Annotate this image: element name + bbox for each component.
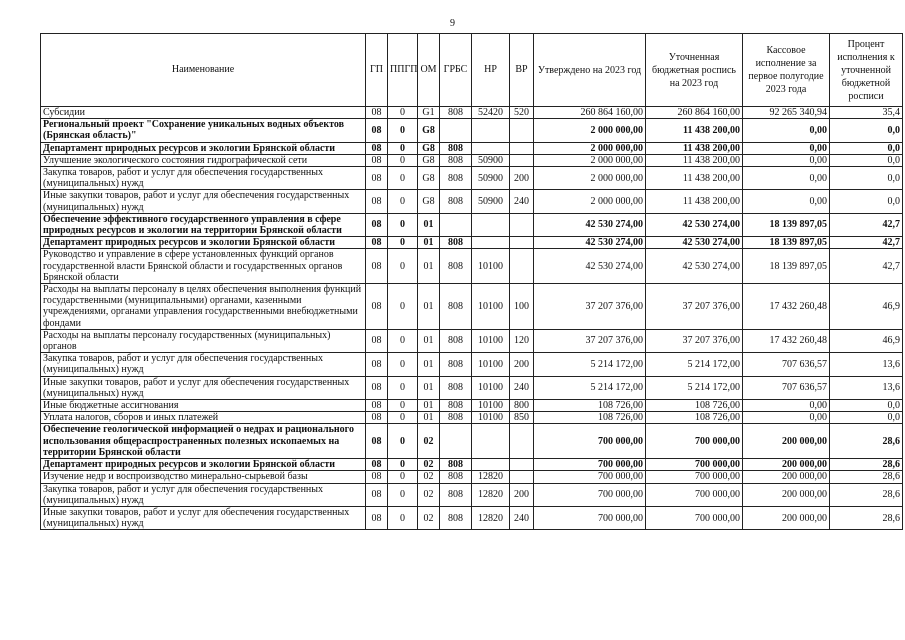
cell-nr: 10100	[472, 400, 510, 412]
cell-om: G8	[418, 154, 440, 166]
table-row	[41, 400, 903, 412]
cell-grbs: 808	[440, 459, 472, 471]
cell-ppgp: 0	[388, 506, 418, 529]
cell-percent: 0,0	[830, 154, 903, 166]
cell-vr	[510, 154, 534, 166]
cell-vr: 240	[510, 376, 534, 399]
cell-ppgp: 0	[388, 459, 418, 471]
table-row	[41, 142, 903, 154]
cell-refined: 700 000,00	[646, 506, 743, 529]
cell-nr: 50900	[472, 154, 510, 166]
cell-gp: 08	[366, 483, 388, 506]
cell-name: Изучение недр и воспроизводство минерально-сырьевой базы	[41, 471, 366, 483]
cell-om: G8	[418, 167, 440, 190]
cell-ppgp: 0	[388, 154, 418, 166]
cell-approved: 5 214 172,00	[534, 376, 646, 399]
cell-vr	[510, 119, 534, 142]
table-row	[41, 190, 903, 213]
cell-name: Обеспечение эффективного государственного управления в сфере природных ресурсов и экологии на территории Брянской области	[41, 213, 366, 236]
header-gp: ГП	[366, 34, 388, 107]
cell-nr	[472, 424, 510, 459]
cell-ppgp: 0	[388, 284, 418, 330]
cell-cash: 0,00	[743, 142, 830, 154]
cell-grbs: 808	[440, 237, 472, 249]
cell-percent: 0,0	[830, 412, 903, 424]
cell-gp: 08	[366, 167, 388, 190]
cell-grbs: 808	[440, 329, 472, 352]
cell-nr	[472, 213, 510, 236]
cell-cash: 18 139 897,05	[743, 213, 830, 236]
header-name: Наименование	[41, 34, 366, 107]
cell-approved: 700 000,00	[534, 506, 646, 529]
cell-nr: 52420	[472, 107, 510, 119]
cell-refined: 700 000,00	[646, 483, 743, 506]
cell-approved: 700 000,00	[534, 483, 646, 506]
cell-ppgp: 0	[388, 190, 418, 213]
cell-om: 01	[418, 400, 440, 412]
cell-percent: 28,6	[830, 459, 903, 471]
cell-nr: 10100	[472, 284, 510, 330]
cell-percent: 42,7	[830, 249, 903, 284]
cell-name: Расходы на выплаты персоналу в целях обеспечения выполнения функций государственными (муниципальными) органами, казенными учреждениями, органами управления государственными внебюджетными фондами	[41, 284, 366, 330]
cell-gp: 08	[366, 424, 388, 459]
cell-percent: 28,6	[830, 424, 903, 459]
cell-refined: 11 438 200,00	[646, 142, 743, 154]
cell-gp: 08	[366, 400, 388, 412]
cell-vr	[510, 459, 534, 471]
cell-gp: 08	[366, 142, 388, 154]
table-row	[41, 376, 903, 399]
header-ppgp: ППГП	[388, 34, 418, 107]
cell-gp: 08	[366, 471, 388, 483]
cell-percent: 0,0	[830, 167, 903, 190]
cell-nr: 10100	[472, 412, 510, 424]
cell-vr: 120	[510, 329, 534, 352]
cell-approved: 2 000 000,00	[534, 167, 646, 190]
cell-refined: 42 530 274,00	[646, 213, 743, 236]
table-row	[41, 213, 903, 236]
cell-vr: 520	[510, 107, 534, 119]
cell-percent: 42,7	[830, 213, 903, 236]
header-approved: Утверждено на 2023 год	[534, 34, 646, 107]
cell-percent: 28,6	[830, 506, 903, 529]
cell-om: 02	[418, 459, 440, 471]
cell-ppgp: 0	[388, 400, 418, 412]
table-row	[41, 412, 903, 424]
cell-ppgp: 0	[388, 483, 418, 506]
cell-om: 01	[418, 249, 440, 284]
table-row	[41, 237, 903, 249]
cell-grbs: 808	[440, 506, 472, 529]
cell-om: G8	[418, 190, 440, 213]
cell-refined: 42 530 274,00	[646, 249, 743, 284]
cell-nr: 10100	[472, 249, 510, 284]
table-row	[41, 329, 903, 352]
cell-gp: 08	[366, 154, 388, 166]
cell-name: Обеспечение геологической информацией о недрах и рационального использования общераспространенных полезных ископаемых на территории Брянской области	[41, 424, 366, 459]
cell-nr: 10100	[472, 376, 510, 399]
cell-gp: 08	[366, 506, 388, 529]
cell-nr: 12820	[472, 506, 510, 529]
cell-om: 01	[418, 376, 440, 399]
cell-cash: 0,00	[743, 154, 830, 166]
cell-om: G8	[418, 142, 440, 154]
cell-grbs	[440, 119, 472, 142]
cell-name: Иные закупки товаров, работ и услуг для обеспечения государственных (муниципальных) нужд	[41, 506, 366, 529]
cell-ppgp: 0	[388, 376, 418, 399]
cell-grbs: 808	[440, 249, 472, 284]
cell-om: 01	[418, 329, 440, 352]
cell-grbs: 808	[440, 142, 472, 154]
cell-grbs: 808	[440, 483, 472, 506]
cell-cash: 0,00	[743, 190, 830, 213]
cell-vr: 240	[510, 506, 534, 529]
cell-gp: 08	[366, 329, 388, 352]
cell-om: 01	[418, 412, 440, 424]
cell-grbs	[440, 424, 472, 459]
cell-gp: 08	[366, 107, 388, 119]
table-row	[41, 459, 903, 471]
cell-nr: 12820	[472, 471, 510, 483]
cell-approved: 42 530 274,00	[534, 249, 646, 284]
cell-gp: 08	[366, 459, 388, 471]
cell-approved: 42 530 274,00	[534, 213, 646, 236]
cell-cash: 200 000,00	[743, 459, 830, 471]
cell-om: 02	[418, 471, 440, 483]
cell-refined: 700 000,00	[646, 424, 743, 459]
cell-ppgp: 0	[388, 107, 418, 119]
cell-om: G1	[418, 107, 440, 119]
cell-refined: 37 207 376,00	[646, 329, 743, 352]
cell-refined: 37 207 376,00	[646, 284, 743, 330]
cell-percent: 0,0	[830, 190, 903, 213]
header-percent: Процент исполнения к уточненной бюджетной росписи	[830, 34, 903, 107]
header-vr: ВР	[510, 34, 534, 107]
cell-approved: 2 000 000,00	[534, 190, 646, 213]
cell-approved: 37 207 376,00	[534, 284, 646, 330]
cell-refined: 11 438 200,00	[646, 167, 743, 190]
cell-gp: 08	[366, 376, 388, 399]
cell-cash: 0,00	[743, 400, 830, 412]
cell-cash: 0,00	[743, 167, 830, 190]
cell-vr: 800	[510, 400, 534, 412]
cell-percent: 13,6	[830, 376, 903, 399]
budget-table	[40, 33, 903, 530]
cell-gp: 08	[366, 284, 388, 330]
cell-om: 02	[418, 506, 440, 529]
cell-name: Департамент природных ресурсов и экологии Брянской области	[41, 142, 366, 154]
cell-vr: 200	[510, 167, 534, 190]
cell-vr: 240	[510, 190, 534, 213]
cell-vr	[510, 237, 534, 249]
cell-nr: 50900	[472, 190, 510, 213]
cell-vr	[510, 471, 534, 483]
cell-ppgp: 0	[388, 142, 418, 154]
cell-grbs: 808	[440, 107, 472, 119]
cell-percent: 28,6	[830, 471, 903, 483]
cell-percent: 0,0	[830, 400, 903, 412]
cell-nr: 10100	[472, 353, 510, 376]
cell-name: Закупка товаров, работ и услуг для обеспечения государственных (муниципальных) нужд	[41, 483, 366, 506]
header-nr: НР	[472, 34, 510, 107]
cell-cash: 200 000,00	[743, 506, 830, 529]
cell-refined: 11 438 200,00	[646, 119, 743, 142]
cell-ppgp: 0	[388, 471, 418, 483]
cell-name: Расходы на выплаты персоналу государственных (муниципальных) органов	[41, 329, 366, 352]
cell-gp: 08	[366, 249, 388, 284]
cell-ppgp: 0	[388, 249, 418, 284]
page-number: 9	[450, 18, 455, 29]
cell-om: 01	[418, 353, 440, 376]
cell-ppgp: 0	[388, 213, 418, 236]
cell-name: Региональный проект "Сохранение уникальных водных объектов (Брянская область)"	[41, 119, 366, 142]
cell-ppgp: 0	[388, 167, 418, 190]
cell-approved: 260 864 160,00	[534, 107, 646, 119]
cell-ppgp: 0	[388, 237, 418, 249]
cell-approved: 700 000,00	[534, 459, 646, 471]
cell-vr: 100	[510, 284, 534, 330]
cell-nr	[472, 459, 510, 471]
cell-nr: 12820	[472, 483, 510, 506]
cell-name: Закупка товаров, работ и услуг для обеспечения государственных (муниципальных) нужд	[41, 353, 366, 376]
cell-percent: 42,7	[830, 237, 903, 249]
cell-grbs: 808	[440, 154, 472, 166]
cell-cash: 18 139 897,05	[743, 249, 830, 284]
cell-refined: 108 726,00	[646, 400, 743, 412]
cell-om: 02	[418, 424, 440, 459]
cell-om: 01	[418, 284, 440, 330]
cell-cash: 200 000,00	[743, 424, 830, 459]
table-row	[41, 119, 903, 142]
cell-grbs: 808	[440, 167, 472, 190]
cell-ppgp: 0	[388, 353, 418, 376]
cell-vr: 850	[510, 412, 534, 424]
cell-refined: 5 214 172,00	[646, 376, 743, 399]
table-row	[41, 424, 903, 459]
cell-name: Иные закупки товаров, работ и услуг для обеспечения государственных (муниципальных) нужд	[41, 190, 366, 213]
cell-gp: 08	[366, 213, 388, 236]
cell-nr	[472, 237, 510, 249]
cell-cash: 0,00	[743, 412, 830, 424]
cell-nr: 10100	[472, 329, 510, 352]
header-grbs: ГРБС	[440, 34, 472, 107]
cell-refined: 11 438 200,00	[646, 154, 743, 166]
table-row	[41, 284, 903, 330]
cell-name: Иные закупки товаров, работ и услуг для обеспечения государственных (муниципальных) нужд	[41, 376, 366, 399]
table-header-row	[41, 34, 903, 107]
cell-percent: 46,9	[830, 284, 903, 330]
cell-grbs: 808	[440, 353, 472, 376]
cell-refined: 11 438 200,00	[646, 190, 743, 213]
cell-cash: 0,00	[743, 119, 830, 142]
cell-vr: 200	[510, 353, 534, 376]
cell-approved: 5 214 172,00	[534, 353, 646, 376]
cell-vr: 200	[510, 483, 534, 506]
cell-approved: 700 000,00	[534, 471, 646, 483]
cell-cash: 92 265 340,94	[743, 107, 830, 119]
cell-nr	[472, 142, 510, 154]
table-row	[41, 471, 903, 483]
cell-approved: 2 000 000,00	[534, 154, 646, 166]
cell-name: Иные бюджетные ассигнования	[41, 400, 366, 412]
cell-nr	[472, 119, 510, 142]
cell-cash: 17 432 260,48	[743, 284, 830, 330]
cell-grbs: 808	[440, 400, 472, 412]
header-cash: Кассовое исполнение за первое полугодие 2023 года	[743, 34, 830, 107]
cell-name: Руководство и управление в сфере установленных функций органов государственной власти Брянской области и государственных органов Брянской области	[41, 249, 366, 284]
cell-name: Департамент природных ресурсов и экологии Брянской области	[41, 237, 366, 249]
cell-cash: 200 000,00	[743, 483, 830, 506]
cell-approved: 37 207 376,00	[534, 329, 646, 352]
cell-refined: 5 214 172,00	[646, 353, 743, 376]
cell-percent: 35,4	[830, 107, 903, 119]
cell-grbs: 808	[440, 190, 472, 213]
cell-gp: 08	[366, 353, 388, 376]
cell-gp: 08	[366, 119, 388, 142]
header-om: ОМ	[418, 34, 440, 107]
cell-approved: 2 000 000,00	[534, 119, 646, 142]
cell-percent: 28,6	[830, 483, 903, 506]
cell-om: 02	[418, 483, 440, 506]
cell-percent: 46,9	[830, 329, 903, 352]
cell-approved: 108 726,00	[534, 412, 646, 424]
cell-name: Уплата налогов, сборов и иных платежей	[41, 412, 366, 424]
cell-cash: 707 636,57	[743, 353, 830, 376]
cell-approved: 700 000,00	[534, 424, 646, 459]
cell-approved: 2 000 000,00	[534, 142, 646, 154]
cell-refined: 260 864 160,00	[646, 107, 743, 119]
cell-refined: 700 000,00	[646, 459, 743, 471]
cell-ppgp: 0	[388, 329, 418, 352]
cell-grbs	[440, 213, 472, 236]
cell-name: Субсидии	[41, 107, 366, 119]
table-row	[41, 353, 903, 376]
cell-vr	[510, 142, 534, 154]
cell-cash: 200 000,00	[743, 471, 830, 483]
cell-approved: 42 530 274,00	[534, 237, 646, 249]
cell-approved: 108 726,00	[534, 400, 646, 412]
cell-gp: 08	[366, 190, 388, 213]
cell-ppgp: 0	[388, 424, 418, 459]
cell-om: 01	[418, 237, 440, 249]
table-row	[41, 154, 903, 166]
cell-percent: 0,0	[830, 119, 903, 142]
cell-percent: 13,6	[830, 353, 903, 376]
cell-cash: 18 139 897,05	[743, 237, 830, 249]
table-row	[41, 249, 903, 284]
cell-refined: 42 530 274,00	[646, 237, 743, 249]
cell-ppgp: 0	[388, 119, 418, 142]
cell-om: G8	[418, 119, 440, 142]
cell-gp: 08	[366, 412, 388, 424]
cell-name: Закупка товаров, работ и услуг для обеспечения государственных (муниципальных) нужд	[41, 167, 366, 190]
cell-name: Улучшение экологического состояния гидрографической сети	[41, 154, 366, 166]
header-refined: Уточненная бюджетная роспись на 2023 год	[646, 34, 743, 107]
cell-name: Департамент природных ресурсов и экологии Брянской области	[41, 459, 366, 471]
cell-cash: 707 636,57	[743, 376, 830, 399]
cell-grbs: 808	[440, 376, 472, 399]
cell-refined: 700 000,00	[646, 471, 743, 483]
cell-percent: 0,0	[830, 142, 903, 154]
cell-vr	[510, 213, 534, 236]
cell-grbs: 808	[440, 412, 472, 424]
cell-ppgp: 0	[388, 412, 418, 424]
cell-grbs: 808	[440, 284, 472, 330]
cell-vr	[510, 249, 534, 284]
table-row	[41, 483, 903, 506]
cell-refined: 108 726,00	[646, 412, 743, 424]
table-row	[41, 167, 903, 190]
cell-grbs: 808	[440, 471, 472, 483]
cell-cash: 17 432 260,48	[743, 329, 830, 352]
cell-gp: 08	[366, 237, 388, 249]
table-row	[41, 506, 903, 529]
table-body	[41, 107, 903, 530]
table-row	[41, 107, 903, 119]
cell-nr: 50900	[472, 167, 510, 190]
cell-om: 01	[418, 213, 440, 236]
cell-vr	[510, 424, 534, 459]
